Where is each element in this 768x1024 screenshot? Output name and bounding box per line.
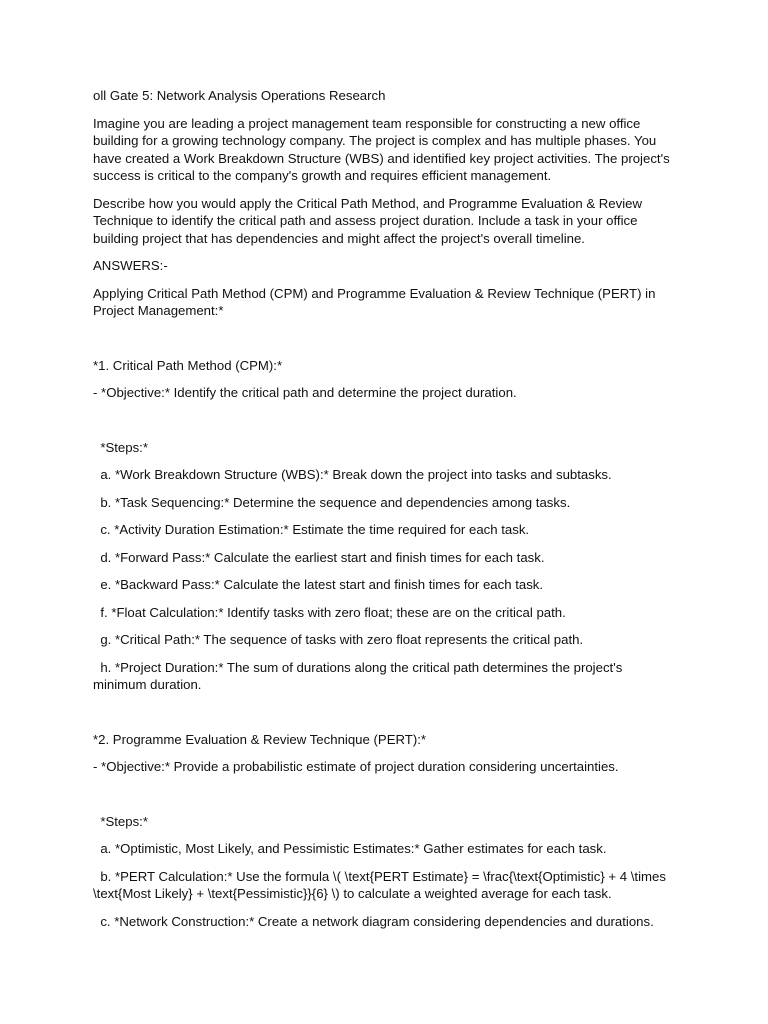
cpm-step: c. *Activity Duration Estimation:* Estimate the time required for each task.: [93, 522, 530, 537]
cpm-step: g. *Critical Path:* The sequence of tasks with zero float represents the critical path.: [93, 632, 584, 647]
cpm-step: a. *Work Breakdown Structure (WBS):* Break down the project into tasks and subtasks.: [93, 467, 612, 482]
answers-heading: Applying Critical Path Method (CPM) and Programme Evaluation & Review Technique (PERT) in Project Management:*: [93, 285, 660, 318]
task-paragraph: Describe how you would apply the Critical Path Method, and Programme Evaluation & Review Technique to identify the critical path and assess project duration. Include a task in your office building project that has dependencies and might affect the project's overall timeline.: [93, 195, 646, 246]
cpm-heading: *1. Critical Path Method (CPM):*: [93, 357, 283, 373]
pert-heading: *2. Programme Evaluation & Review Technique (PERT):*: [93, 731, 427, 747]
cpm-step: d. *Forward Pass:* Calculate the earliest start and finish times for each task.: [93, 549, 545, 565]
pert-steps-label: *Steps:*: [93, 813, 148, 829]
pert-step: a. *Optimistic, Most Likely, and Pessimistic Estimates:* Gather estimates for each task.: [93, 841, 607, 856]
document-body: [93, 87, 673, 930]
intro-paragraph: Imagine you are leading a project management team responsible for constructing a new office building for a growing technology company. The project is complex and has multiple phases. You have created a Work Breakdown Structure (WBS) and identified key project activities. The project's success is critical to the company's growth and requires efficient management.: [93, 115, 674, 183]
cpm-step: f. *Float Calculation:* Identify tasks with zero float; these are on the critical path.: [93, 604, 566, 620]
pert-step: b. *PERT Calculation:* Use the formula \( \text{PERT Estimate} = \frac{\text{Optimistic} + 4 \times \text{Most Likely} + \text{Pessimistic}}{6} \) to calculate a weighted average for each task.: [93, 868, 670, 901]
cpm-step: b. *Task Sequencing:* Determine the sequence and dependencies among tasks.: [93, 494, 571, 510]
cpm-step: e. *Backward Pass:* Calculate the latest start and finish times for each task.: [93, 577, 544, 592]
cpm-objective: - *Objective:* Identify the critical path and determine the project duration.: [93, 385, 517, 400]
pert-objective: - *Objective:* Provide a probabilistic estimate of project duration considering uncertainties.: [93, 759, 619, 774]
answers-label: ANSWERS:-: [93, 258, 168, 273]
document-title: oll Gate 5: Network Analysis Operations Research: [93, 88, 386, 103]
pert-step: c. *Network Construction:* Create a network diagram considering dependencies and durations.: [93, 913, 654, 929]
cpm-step: h. *Project Duration:* The sum of durations along the critical path determines the project's minimum duration.: [93, 659, 626, 692]
cpm-steps-label: *Steps:*: [93, 439, 148, 455]
